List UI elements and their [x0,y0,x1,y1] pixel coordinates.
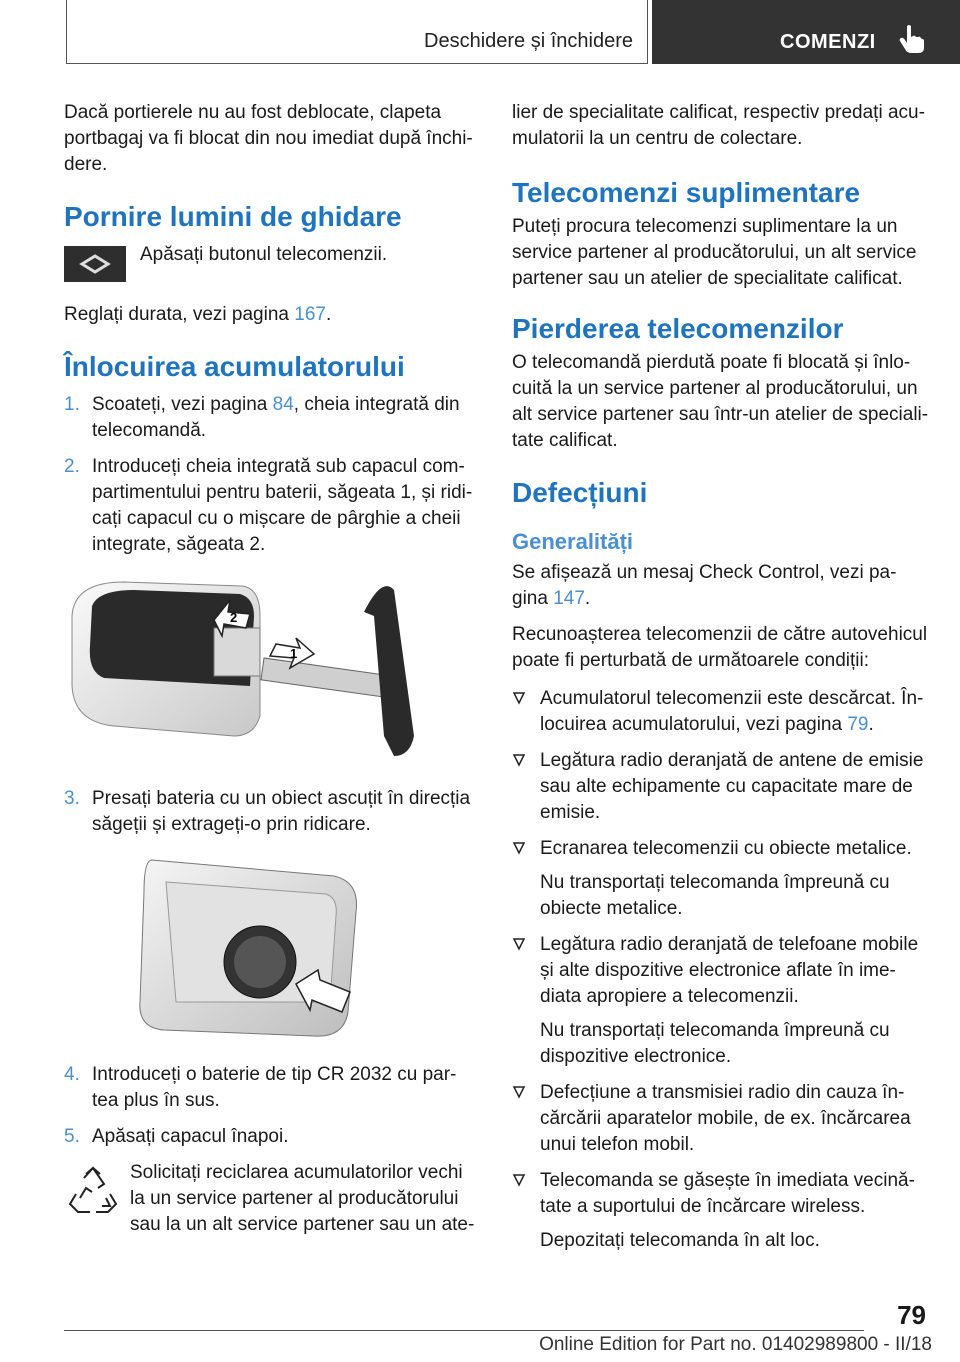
arrow-label-2: 2 [230,610,238,625]
battery-removal-illustration [64,852,478,1048]
header-section-title: Deschidere și închidere [424,30,633,52]
step-4: 4. Introduceți o baterie de tip CR 2032 cu par-tea plus în sus. [64,1064,457,1111]
condition-6-advice: Depozitați telecomanda în alt loc. [540,1230,820,1251]
triangle-bullet-icon [512,1085,526,1099]
triangle-bullet-icon [512,937,526,951]
general-paragraph: Se afișează un mesaj Check Control, vezi pa-gina 147. [512,562,897,609]
condition-4-advice: Nu transportați telecomanda împreună cu dispozitive electronice. [540,1020,890,1067]
footer-edition: Online Edition for Part no. 01402989800 - II/18 [539,1334,932,1355]
condition-5: Defecțiune a transmisiei radio din cauza în-cărcării aparatelor mobile, de ex. încărcarea unui telefon mobil. [512,1080,930,1158]
extra-remotes-text: Puteți procura telecomenzi suplimentare la un service partener al producătorului, un alt service partener sau un atelier de specialitate calificat. [512,216,917,289]
page-link-167[interactable]: 167 [294,304,326,325]
key-fob-open-image [64,576,478,772]
heading-extra-remotes: Telecomenzi suplimentare [512,177,861,208]
recycle-continued: lier de specialitate calificat, respectiv predați acu-mulatorii la un centru de colectare. [512,102,925,149]
remote-button-icon [64,246,126,282]
heading-lost-remotes: Pierderea telecomenzilor [512,313,844,344]
condition-2: Legătura radio deranjată de antene de emisie sau alte echipamente cu capacitate mare de emisie. [512,748,930,826]
remote-button-row [64,244,478,302]
recycle-text: Solicitați reciclarea acumulatorilor vechi la un service partener al producătorului sau la un alt service partener sau un ate- [130,1162,475,1235]
condition-3-advice: Nu transportați telecomanda împreună cu obiecte metalice. [540,872,890,919]
fault-conditions-list [512,686,930,1254]
triangle-bullet-icon [512,1173,526,1187]
key-fob-battery-image [64,852,478,1048]
triangle-bullet-icon [512,753,526,767]
triangle-bullet-icon [512,691,526,705]
battery-steps-end [64,1062,478,1150]
duration-paragraph: Reglați durata, vezi pagina 167. [64,304,332,325]
heading-general: Generalități [512,529,634,554]
step-1: 1. Scoateți, vezi pagina 84, cheia integrată din telecomandă. [64,394,460,441]
page-number: 79 [897,1300,926,1330]
page-link-84[interactable]: 84 [272,394,294,415]
heading-guide-lights: Pornire lumini de ghidare [64,201,402,232]
press-button-text: Apăsați butonul telecomenzii. [140,244,388,265]
header-chapter-title: COMENZI [780,31,876,53]
condition-3: Ecranarea telecomenzii cu obiecte metalice. Nu transportați telecomanda împreună cu obiecte metalice. [512,836,930,922]
battery-steps-cont [64,786,478,838]
heading-faults: Defecțiuni [512,477,648,508]
header-chapter-box [652,0,960,64]
arrow-label-1: 1 [290,646,298,661]
step-5: 5. Apăsați capacul înapoi. [64,1126,289,1147]
lost-remotes-text: O telecomandă pierdută poate fi blocată și înlo-cuită la un service partener al producătorului, un alt service partener sau într-un atelier de speciali-tate calificat. [512,352,929,451]
condition-1: Acumulatorul telecomenzii este descărcat. În-locuirea acumulatorului, vezi pagina 79. [512,686,930,738]
heading-battery-replace: Înlocuirea acumulatorului [64,351,405,382]
recognition-paragraph: Recunoașterea telecomenzii de către autovehicul poate fi perturbată de următoarele condiții: [512,624,928,671]
battery-steps [64,392,478,558]
page-link-147[interactable]: 147 [553,588,585,609]
condition-6: Telecomanda se găsește în imediata vecină-tate a suportului de încărcare wireless. Depozitați telecomanda în alt loc. [512,1168,930,1254]
intro-paragraph: Dacă portierele nu au fost deblocate, clapeta portbagaj va fi blocat din nou imediat după închi-dere. [64,102,473,175]
hand-pointer-icon [898,24,926,54]
recycle-icon [66,1164,120,1218]
step-3: 3. Presați bateria cu un obiect ascuțit în direcția săgeții și extrageți-o prin ridicare. [64,788,471,835]
recycle-note [64,1160,478,1244]
header-section-box [66,0,648,64]
page-link-79[interactable]: 79 [847,714,869,735]
key-removal-illustration [64,576,478,772]
triangle-bullet-icon [512,841,526,855]
guide-light-icon [64,246,126,282]
condition-4: Legătura radio deranjată de telefoane mobile și alte dispozitive electronice aflate în ime-diata apropiere a telecomenzii. Nu transportați telecomanda împreună cu dispozitive electronice. [512,932,930,1070]
left-column [64,100,478,1244]
footer-divider [64,1330,864,1331]
right-column [512,100,930,1264]
step-2: 2. Introduceți cheia integrată sub capacul com-partimentului pentru baterii, săgeata 1, și ridi-cați capacul cu o mișcare de pârghie a cheii integrate, săgeata 2. [64,456,473,555]
